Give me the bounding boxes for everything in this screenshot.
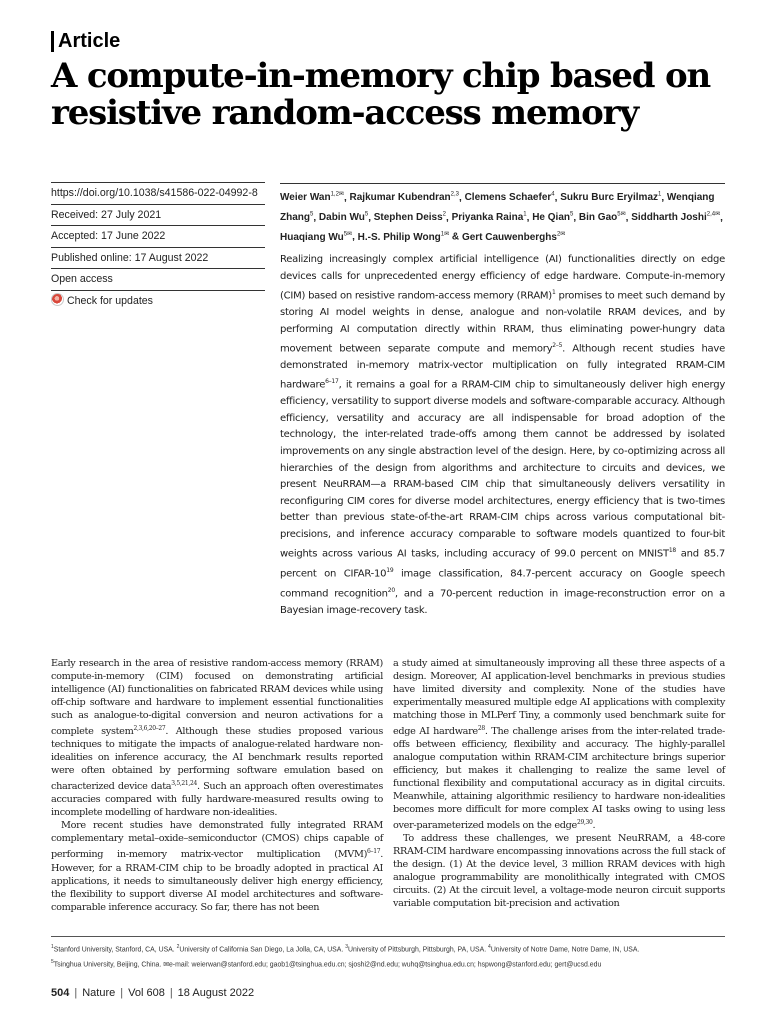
page-footer [51,987,254,999]
author-name: Priyanka Raina [451,211,524,223]
citation-superscript[interactable]: 6–17 [367,848,381,856]
text-run: . Such an approach often overestimates accuracies compared with fully hardware-measured results owing to incomplete modelling of hardware non-idealities. [51,781,383,819]
body-column-left [51,657,383,914]
author-name: Bin Gao [578,211,618,223]
author-name: Rajkumar Kubendran [349,192,451,204]
author-affiliation-marker: 4 [551,192,555,198]
citation-superscript[interactable]: 2,3,6,20–27 [133,725,166,732]
author-affiliation-marker: 1✉ [440,231,450,238]
text-run: Realizing increasingly complex artificial intelligence (AI) functionalities directly on edge devices calls for unprecedented energy efficiency of edge hardware. Compute-in-memory (CIM) based on resistive random-access memory (RRAM) [280,254,725,302]
citation-superscript[interactable]: 19 [386,567,394,575]
body-paragraph [51,657,383,819]
author-affiliation-marker: 2 [442,211,447,218]
author-affiliation-marker: 5 [570,211,574,218]
accepted-date: Accepted: 17 June 2022 [51,225,265,247]
author-name: Gert Cauwenberghs [461,231,557,243]
author-affiliation-marker: 5 [310,211,314,218]
author[interactable] [358,232,450,243]
author[interactable] [280,192,344,203]
body-column-right [393,657,725,910]
author-affiliation-marker: 2✉ [556,231,566,238]
author[interactable] [350,192,459,203]
author[interactable] [631,212,720,223]
check-for-updates-icon [51,293,64,306]
citation-superscript[interactable]: 18 [668,547,676,555]
text-run: a study aimed at simultaneously improving all these three aspects of a design. Moreover, AI application-level benchmarks in previous studies have limited diversity and complexity. None of the studies have experimentally measured multiple edge AI applications with complexity matching those in MLPerf Tiny, a commonly used benchmark suite for edge AI hardware [393,658,725,738]
text-run: image classification, 84.7-percent accuracy on Google speech command recognition [280,568,725,600]
author-name: Wenqiang Zhang [280,192,715,223]
author-list: Weier Wan$^{1,2✉}$, Rajkumar Kubendran$^{2,3}$, Clemens Schaefer$^4$, Sukru Burc Eryilmaz$^1$, Wenqiang Zhang$^5$, Dabin Wu$^5$, Stephen Deiss$^2$, Priyanka Raina$^1$, He Qian$^5$, Bin Gao$^{5✉}$, Siddharth Joshi$^{2,4✉}$, Huaqiang $Wu^{5✉}$, H.-S. Philip Wong$^{1✉}$ & Gert Cauwenberghs$^{2✉}$ [280,183,725,246]
author-affiliation-marker: 2,3 [450,192,459,198]
page-number: 504 [51,987,70,999]
text-run: Tsinghua University, Beijing, China. ✉e-mail: weierwan@stanford.edu; gaob1@tsinghua.edu.cn; sjoshi2@nd.edu; wuhq@tsinghua.edu.cn; hspwong@stanford.edu; gert@ucsd.edu [53,961,602,969]
text-run: , and a 70-percent reduction in image-reconstruction error on a Bayesian image-recovery task. [280,588,725,616]
text-run: More recent studies have demonstrated fully integrated RRAM complementary metal–oxide–semiconductor (CMOS) chips capable of performing in-memory matrix-vector multiplication (MVM) [51,820,383,861]
footnote-line [51,956,731,971]
author[interactable] [452,212,527,223]
text-run: . The challenge arises from the inter-related trade-offs between efficiency, flexibility and accuracy. The highly-parallel analogue computation within RRAM-CIM architecture brings superior efficiency, but makes it challenging to realize the same level of functional flexibility and computational accuracy as in digital circuits. Meanwhile, attaining algorithmic resiliency to hardware non-idealities becomes more difficult for more complex AI tasks owing to using less over-parameterized models on the edge [393,726,725,832]
citation-superscript[interactable]: 20 [387,587,395,595]
author-name: H.-S. Philip Wong [357,231,441,243]
article-type-rule [51,31,54,52]
citation-superscript[interactable]: 6–17 [325,378,339,386]
text-run: promises to meet such demand by storing AI model weights in dense, analogue and non-volatile RRAM devices, and by performing AI computation directly within RRAM, thus eliminating power-hungry data movement between separate compute and memory [280,290,725,355]
footer-separator: | [120,987,124,999]
article-title: A compute-in-memory chip based on resistive random-access memory [51,56,710,133]
author-name: Weier Wan [280,192,331,204]
text-run: and 85.7 percent on CIFAR-10 [280,548,725,580]
author-affiliation-marker: 1,2✉ [330,192,344,198]
author-affiliation-marker: 5✉ [343,231,353,238]
body-paragraph [393,832,725,910]
footnote-line [51,941,731,956]
citation-superscript[interactable]: 1 [51,944,54,950]
author[interactable] [462,232,565,243]
text-run: University of Notre Dame, Notre Dame, IN, USA. [490,946,640,954]
citation-superscript[interactable]: 3,5,21,24 [171,780,198,788]
author-name: Dabin Wu [318,211,365,223]
author[interactable] [532,212,573,223]
author[interactable] [374,212,446,223]
text-run: , it remains a goal for a RRAM-CIM chip to simultaneously deliver high energy efficiency, versatility to support diverse models and software-comparable accuracy. Although efficiency, versatility and accuracy are all indispensable for broad adoption of the technology, the inter-related trade-offs among them cannot be addressed by isolated improvements on any single abstraction level of the design. Here, by co-optimizing across all hierarchies of the design from algorithms and architecture to circuits and devices, we present NeuRRAM—a RRAM-based CIM chip that simultaneously delivers versatility in reconfiguring CIM cores for diverse model architectures, energy efficiency that is two-times better than previous state-of-the-art RRAM-CIM chips across various computational bit-precisions, and inference accuracy comparable to software models quantized to four-bit weights across various AI tasks, including accuracy of 99.0 percent on MNIST [280,379,725,560]
author[interactable] [560,192,661,203]
body-paragraph [51,819,383,913]
text-run: . However, for a RRAM-CIM chip to be broadly adopted in practical AI applications, it needs to simultaneously deliver high energy efficiency, the flexibility to support diverse AI model architectures and software-comparable inference accuracy. So far, there has not been [51,849,383,913]
footer-separator: | [74,987,78,999]
citation-superscript[interactable]: 2 [176,944,180,950]
check-for-updates-label: Check for updates [67,294,153,307]
check-for-updates-button[interactable] [51,290,265,312]
issue-date: 18 August 2022 [177,987,255,999]
author-affiliation-marker: 2,4✉ [706,211,721,218]
text-run: Stanford University, Stanford, CA, USA. [53,946,177,954]
citation-superscript[interactable]: 1 [551,289,556,297]
affiliations-footnote [51,941,731,972]
author-name: Clemens Schaefer [464,192,552,204]
author-affiliation-marker: 5 [364,211,369,218]
author-name: Stephen Deiss [373,211,443,223]
journal-name: Nature [82,987,116,999]
author-name: Huaqiang Wu [280,231,344,243]
citation-superscript[interactable]: 2–5 [552,342,563,350]
author-affiliation-marker: 5✉ [617,211,626,218]
abstract [280,252,725,619]
citation-superscript[interactable]: 28 [477,725,485,732]
body-paragraph [393,657,725,832]
article-metadata [51,182,265,311]
received-date: Received: 27 July 2021 [51,204,265,226]
citation-superscript[interactable]: 5 [51,959,54,966]
text-run: University of California San Diego, La Jolla, CA, USA. [179,946,346,954]
text-run: To address these challenges, we present NeuRRAM, a 48-core RRAM-CIM hardware encompassing innovations across the full stack of the design. (1) At the device level, 3 million RRAM devices with high analogue programmability are monolithically integrated with CMOS circuits. (2) At the circuit level, a voltage-mode neuron circuit supports variable computation bit-precision and activation [393,833,725,910]
citation-superscript[interactable]: 3 [345,944,348,950]
author[interactable] [579,212,626,223]
author-affiliation-marker: 1 [658,192,662,198]
author-name: He Qian [532,211,570,223]
citation-superscript[interactable]: 4 [488,944,491,950]
published-date: Published online: 17 August 2022 [51,247,265,269]
text-run: Early research in the area of resistive random-access memory (RRAM) compute-in-memory (CIM) focused on demonstrating artificial intelligence (AI) functionalities on fabricated RRAM devices while using off-chip software and hardware to implement essential functionalities such as analogue-to-digital conversion and neuron activations for a complete system [51,658,383,738]
author-name: Sukru Burc Eryilmaz [560,192,658,204]
author-affiliation-marker: 1 [523,211,527,218]
journal-volume: Vol 608 [128,987,165,999]
author[interactable] [319,212,368,223]
author[interactable] [280,232,352,243]
citation-superscript[interactable]: 29,30 [576,819,593,827]
author[interactable] [465,192,555,203]
author-name: Siddharth Joshi [631,211,707,223]
open-access-label: Open access [51,268,265,290]
text-run: University of Pittsburgh, Pittsburgh, PA, USA. [348,946,489,954]
text-run: . [592,820,596,832]
footnote-divider [51,936,725,937]
doi-link[interactable]: https://doi.org/10.1038/s41586-022-04992-8 [51,182,265,204]
footer-separator: | [169,987,173,999]
text-run: . Although recent studies have demonstrated in-memory matrix-vector multiplication on fully integrated RRAM-CIM hardware [280,343,725,391]
article-type-label: Article [58,30,121,52]
text-run: . Although these studies proposed various techniques to mitigate the impacts of analogue-related hardware non-idealities on inference accuracy, the AI benchmark results reported were often obtained by performing software emulation based on characterized device data [51,726,383,793]
